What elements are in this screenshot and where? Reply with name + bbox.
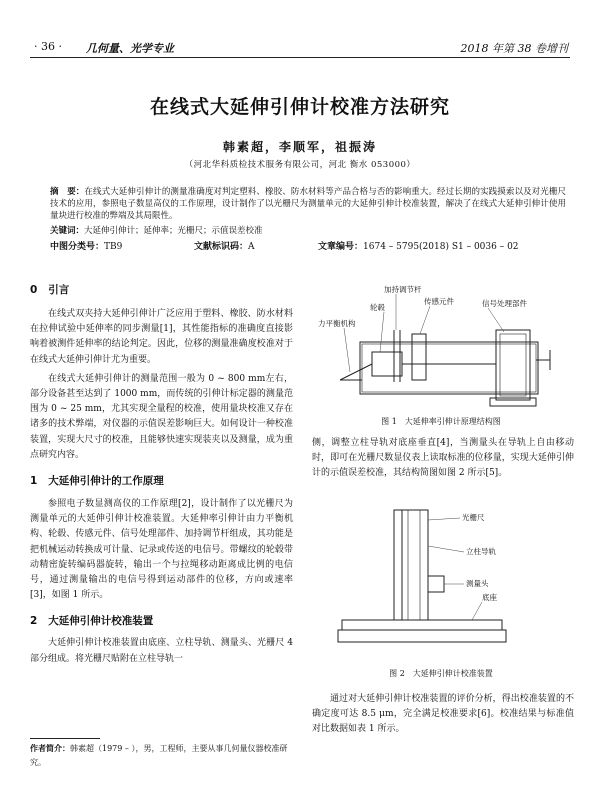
footnote	[30, 741, 293, 770]
keywords-text: 大延伸引伸计；延伸率；光栅尺；示值误差校准	[84, 226, 263, 236]
evaluation-paragraph: 通过对大延伸引伸计校准装置的评价分析，得出校准装置的不确定度可达 8.5 μm，完全满足校准要求[6]。校准结果与标准值对比数据如表 1 所示。	[312, 694, 574, 735]
figure-2-diagram	[312, 506, 574, 654]
label-wheel: 轮毂	[370, 303, 385, 312]
article-label: 文章编号：	[318, 242, 364, 252]
clc-number	[50, 239, 122, 252]
wheel-hub	[372, 352, 402, 376]
doc-code	[194, 239, 255, 252]
balance-link	[340, 364, 372, 380]
section-2-title: 大延伸引伸计校准装置	[48, 615, 154, 628]
section-2-number: 2	[30, 615, 38, 628]
label-balance: 力平衡机构	[318, 319, 356, 328]
clc-value: TB9	[104, 242, 123, 252]
signal-box-inner	[500, 334, 526, 396]
figure-1-caption: 图 1 大延伸率引伸计原理结构图	[381, 417, 501, 426]
label-adjust-rod: 加持调节杆	[384, 285, 422, 294]
signal-box-base	[490, 398, 536, 406]
sensor-element	[412, 334, 426, 380]
label-grating: 光栅尺	[462, 513, 485, 522]
label-head: 测量头	[466, 579, 489, 588]
section-1-number: 1	[30, 475, 38, 488]
header-rule	[30, 57, 570, 58]
label-base: 底座	[482, 593, 497, 602]
figure-1-diagram	[312, 282, 574, 412]
abstract	[50, 186, 566, 222]
article-number	[318, 239, 519, 252]
label-rail: 立柱导轨	[466, 547, 496, 556]
section-1-title: 大延伸引伸计的工作原理	[48, 475, 164, 488]
journal-section: 几何量、光学专业	[86, 42, 174, 55]
doc-value: A	[248, 242, 255, 252]
affiliation: （河北华科质检技术服务有限公司，河北 衡水 053000）	[184, 160, 416, 170]
base-foot	[338, 630, 506, 642]
abstract-text: 在线式大延伸引伸计的测量准确度对判定塑料、橡胶、防水材料等产品合格与否的影响重大。经过长期的实践摸索以及对光栅尺技术的应用，参照电子数显高仪的工作原理，设计制作了以光栅尺为测量单元的大延伸引伸计校准装置，解决了在线式大延伸引伸计使用量块进行校准的弊端及其局限性。	[50, 187, 566, 221]
label-sensor: 传感元件	[424, 297, 454, 306]
base-plate	[342, 620, 502, 630]
section-1-heading	[30, 473, 293, 488]
keywords	[50, 224, 566, 236]
section-2-heading	[30, 613, 293, 628]
intro-paragraph-2: 在线式大延伸引伸计的测量范围一般为 0 ~ 800 mm左右，部分设备甚至达到了 1000 mm，而传统的引伸计标定器的测量范围为 0 ~ 25 mm，尤其实现全量程的校准，使用量块校准又存在诸多的技术弊端，对仪器的示值误差影响巨大。如何设计一种校准装置，实现大尺寸的校准，且能够快速实现装夹以及测量，成为重点研究内容。	[30, 373, 293, 460]
right-paragraph-2	[312, 692, 574, 738]
housing-frame	[360, 342, 538, 394]
keywords-label: 关键词：	[50, 226, 85, 236]
section-0-number: 0	[30, 284, 38, 296]
page-number: · 36 ·	[34, 40, 62, 53]
figure-2-caption: 图 2 大延伸引伸计校准装置	[389, 669, 493, 678]
section-0-title: 引言	[48, 284, 70, 296]
abstract-label: 摘 要：	[50, 187, 85, 197]
signal-box	[496, 330, 530, 400]
issue-info: 2018 年第 38 卷增刊	[460, 42, 568, 55]
principle-paragraph: 参照电子数显测高仪的工作原理[2]，设计制作了以光栅尺为测量单元的大延伸引伸计校准装置。大延伸率引伸计由力平衡机构、轮毂、传感元件、信号处理部件、加持调节杆组成，其功能是把机械运动转换成可计量、记录或传送的电信号。带螺纹的轮毂带动精密旋转编码器旋转，输出一个与拉绳移动距离成比例的电信号，通过测量输出的电信号得到运动部件的位移，方向或速率[3]，如图 1 所示。	[30, 499, 293, 601]
paper-title: 在线式大延伸引伸计校准方法研究	[149, 96, 450, 118]
authors: 韩素超，李顺军，祖振涛	[222, 140, 377, 154]
housing-inner	[362, 344, 536, 392]
footnote-label: 作者简介：	[30, 743, 70, 753]
label-signal: 信号处理部件	[482, 299, 527, 308]
right-paragraph-1: 侧，调整立柱导轨对底座垂直[4]，当测量头在导轨上自由移动时，即可在光栅尺数显仪表上读取标准的位移量，实现大延伸引伸计的示值误差校准，其结构简图如图 2 所示[5]。	[312, 438, 574, 479]
clc-label: 中图分类号：	[50, 242, 105, 252]
footnote-rule	[30, 738, 100, 739]
rail-column	[394, 510, 428, 620]
measuring-head	[428, 576, 444, 592]
footnote-text: 韩素超（1979 – ），男，工程师，主要从事几何量仪器校准研究。	[30, 744, 288, 767]
article-value: 1674 – 5795(2018) S1 – 0036 – 02	[363, 242, 519, 252]
doc-label: 文献标识码：	[194, 242, 249, 252]
section-0-heading	[30, 282, 293, 297]
intro-paragraph-1: 在线式双夹持大延伸引伸计广泛应用于塑料、橡胶、防水材料在拉伸试验中延伸率的同步测量[1]，其性能指标的准确度直接影响着被测件延伸率的结论判定。因此，位移的测量准确度校准对于在线式大延伸引伸计尤为重要。	[30, 309, 293, 365]
left-column	[30, 282, 293, 667]
device-paragraph: 大延伸引伸计校准装置由底座、立柱导轨、测量头、光栅尺 4 部分组成。将光栅尺贴附在立柱导轨一	[30, 638, 293, 664]
